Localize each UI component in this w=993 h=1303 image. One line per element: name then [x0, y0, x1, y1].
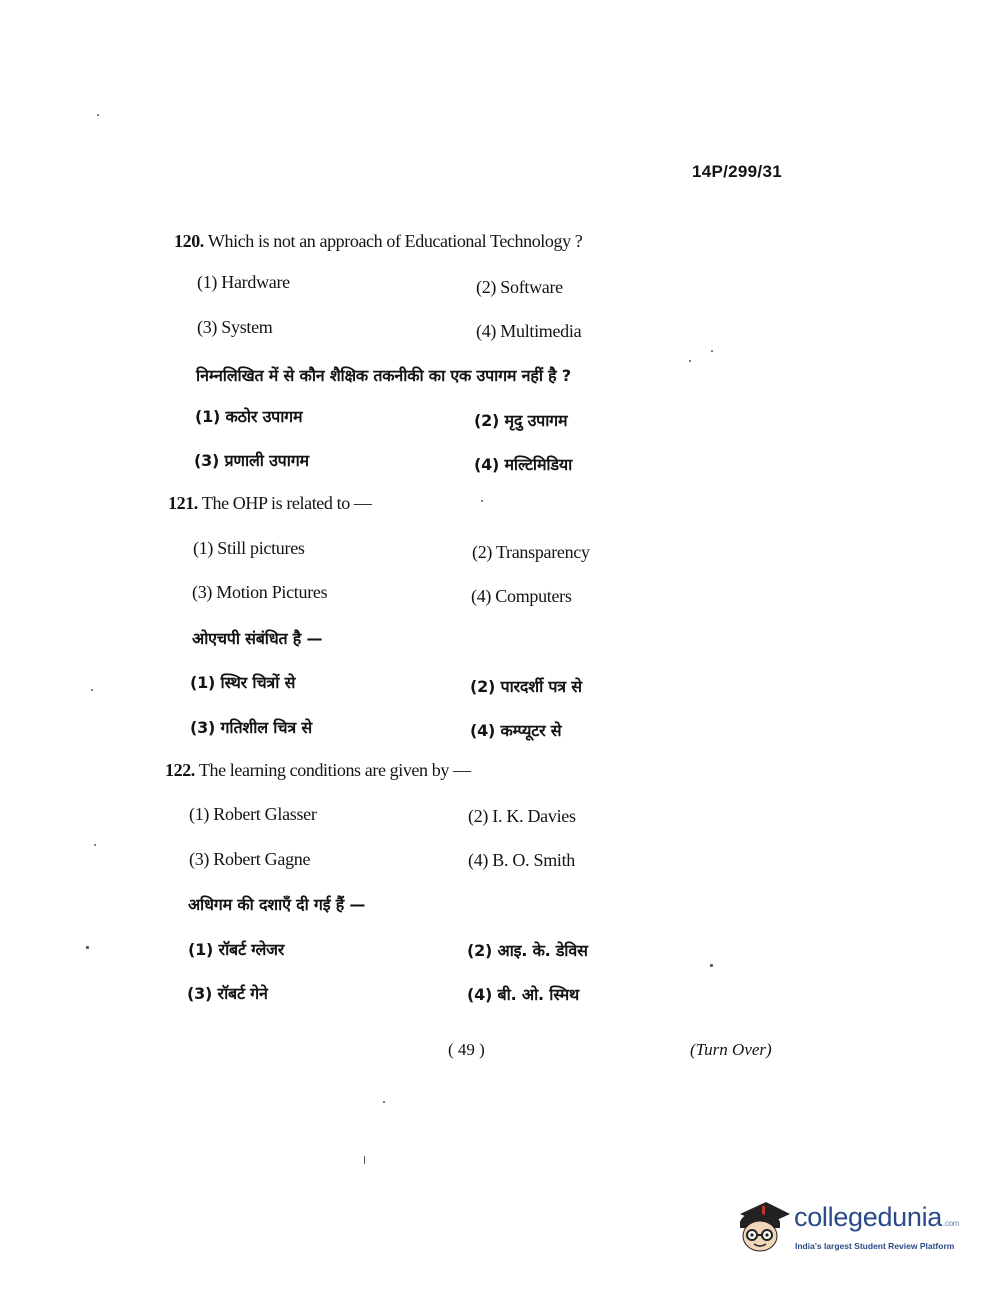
option-hi: (3) रॉबर्ट गेने: [187, 984, 268, 1003]
question-122: [165, 760, 471, 781]
option-hi: (4) बी. ओ. स्मिथ: [467, 985, 580, 1004]
question-number: 120.: [174, 231, 204, 251]
option-hi: (2) मृदु उपागम: [474, 411, 568, 430]
paper-code: 14P/299/31: [692, 162, 782, 181]
option-en: (2) I. K. Davies: [468, 806, 576, 826]
option-hi: (3) गतिशील चित्र से: [190, 718, 312, 737]
option-hi: (2) आइ. के. डेविस: [467, 941, 588, 960]
student-mascot-icon: [732, 1198, 792, 1260]
option-en: (3) System: [197, 317, 273, 337]
option-en: (3) Robert Gagne: [189, 849, 311, 869]
scan-speck: [481, 500, 483, 502]
option-hi: (2) पारदर्शी पत्र से: [470, 677, 582, 696]
question-text-hi: अधिगम की दशाएँ दी गई हैं —: [188, 895, 366, 914]
option-en: (4) B. O. Smith: [468, 850, 576, 870]
question-text-en: The learning conditions are given by —: [198, 760, 471, 780]
brand-name: [794, 1202, 959, 1233]
brand-domain-suffix: .com: [943, 1219, 960, 1228]
option-hi: (1) रॉबर्ट ग्लेजर: [188, 940, 285, 959]
question-121: [168, 493, 372, 514]
question-text-hi: ओएचपी संबंधित है —: [192, 629, 323, 648]
brand-tagline: India's largest Student Review Platform: [795, 1241, 955, 1251]
question-number: 122.: [165, 760, 195, 780]
option-en: (3) Motion Pictures: [192, 582, 328, 602]
scan-speck: [710, 964, 713, 967]
question-text-en: The OHP is related to —: [201, 493, 372, 513]
brand-name-text: collegedunia: [794, 1202, 943, 1232]
scan-speck: [689, 360, 691, 362]
option-en: (2) Transparency: [472, 542, 590, 562]
question-text-hi: निम्नलिखित में से कौन शैक्षिक तकनीकी का एक उपागम नहीं है ?: [196, 366, 571, 385]
scan-speck: [711, 350, 713, 352]
question-text-en: Which is not an approach of Educational Technology ?: [207, 231, 583, 251]
scan-speck: [364, 1156, 365, 1164]
option-hi: (1) स्थिर चित्रों से: [190, 673, 296, 692]
question-number: 121.: [168, 493, 198, 513]
scan-speck: [91, 689, 93, 691]
scan-speck: [383, 1101, 385, 1103]
scan-speck: [94, 844, 96, 846]
option-hi: (1) कठोर उपागम: [195, 407, 303, 426]
option-en: (2) Software: [476, 277, 563, 297]
question-120: [174, 231, 582, 252]
option-en: (1) Robert Glasser: [189, 804, 317, 824]
option-en: (1) Hardware: [197, 272, 290, 292]
option-hi: (3) प्रणाली उपागम: [194, 451, 309, 470]
collegedunia-logo: [732, 1198, 962, 1260]
option-en: (4) Multimedia: [476, 321, 582, 341]
option-hi: (4) मल्टिमिडिया: [474, 455, 573, 474]
option-hi: (4) कम्प्यूटर से: [470, 721, 562, 740]
page-number: ( 49 ): [448, 1040, 485, 1059]
turn-over-note: (Turn Over): [690, 1040, 772, 1059]
option-en: (4) Computers: [471, 586, 572, 606]
scan-speck: [97, 114, 99, 116]
option-en: (1) Still pictures: [193, 538, 305, 558]
scan-speck: [86, 946, 89, 949]
